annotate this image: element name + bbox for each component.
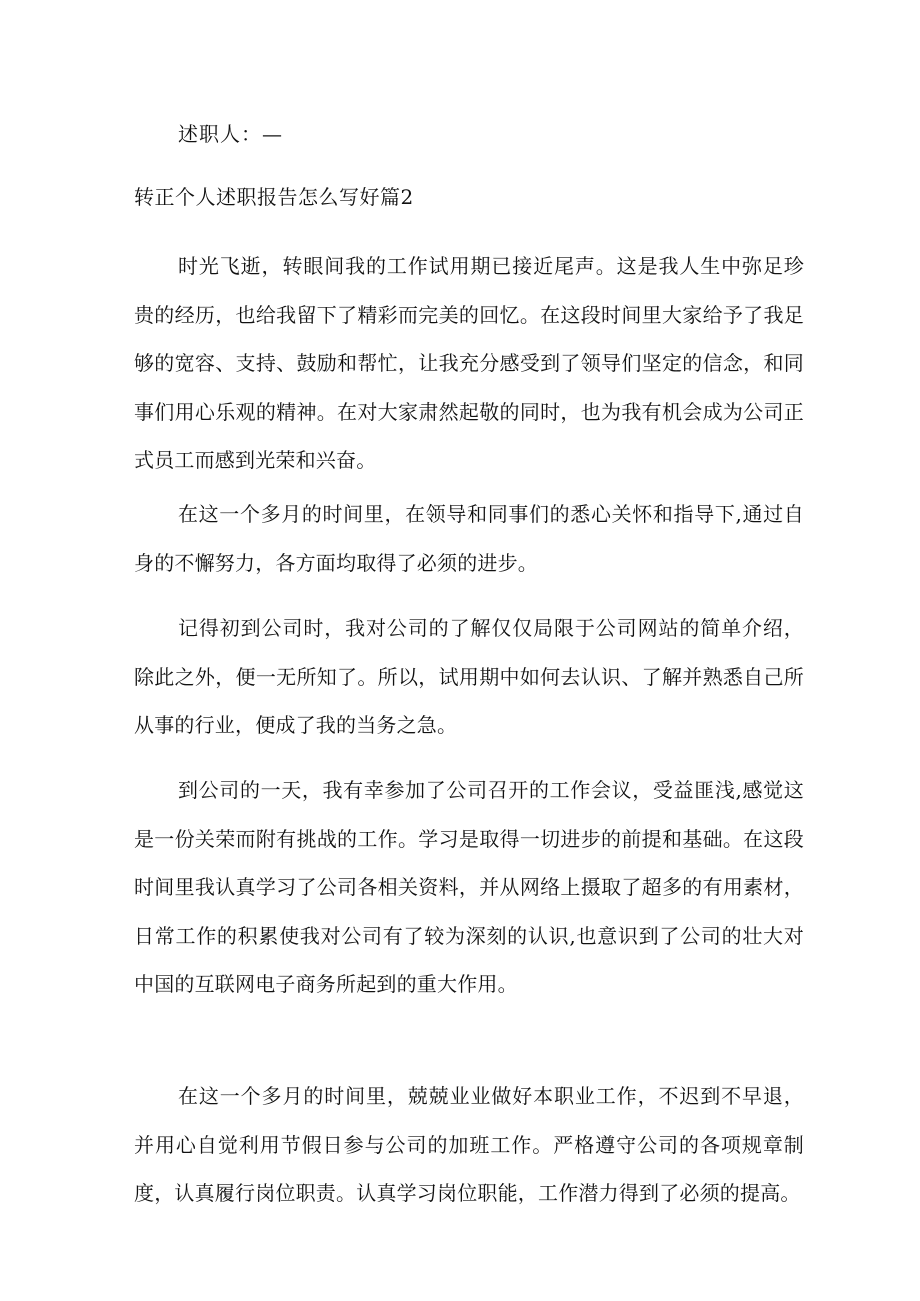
- author-line: 述职人：—: [178, 122, 283, 146]
- paragraph-4: 到公司的一天，我有幸参加了公司召开的工作会议，受益匪浅,感觉这是一份关荣而附有挑战的工作。学习是取得一切进步的前提和基础。在这段时间里我认真学习了公司各相关资料，并从网络上摄取了超多的有用素材，日常工作的积累使我对公司有了较为深刻的认识,也意识到了公司的壮大对中国的互联网电子商务所起到的重大作用。: [134, 778, 804, 996]
- paragraph-3: 记得初到公司时，我对公司的了解仅仅局限于公司网站的简单介绍，除此之外，便一无所知了。所以，试用期中如何去认识、了解并熟悉自己所从事的行业，便成了我的当务之急。: [134, 616, 804, 737]
- paragraph-2: 在这一个多月的时间里，在领导和同事们的悉心关怀和指导下,通过自身的不懈努力，各方面均取得了必须的进步。: [134, 502, 804, 575]
- section-heading: 转正个人述职报告怎么写好篇2: [134, 185, 414, 209]
- paragraph-1: 时光飞逝，转眼间我的工作试用期已接近尾声。这是我人生中弥足珍贵的经历，也给我留下了精彩而完美的回忆。在这段时间里大家给予了我足够的宽容、支持、鼓励和帮忙，让我充分感受到了领导们坚定的信念，和同事们用心乐观的精神。在对大家肃然起敬的同时，也为我有机会成为公司正式员工而感到光荣和兴奋。: [134, 254, 804, 472]
- paragraph-5: 在这一个多月的时间里，兢兢业业做好本职业工作，不迟到不早退，并用心自觉利用节假日参与公司的加班工作。严格遵守公司的各项规章制度，认真履行岗位职责。认真学习岗位职能，工作潜力得到了必须的提高。: [134, 1084, 804, 1205]
